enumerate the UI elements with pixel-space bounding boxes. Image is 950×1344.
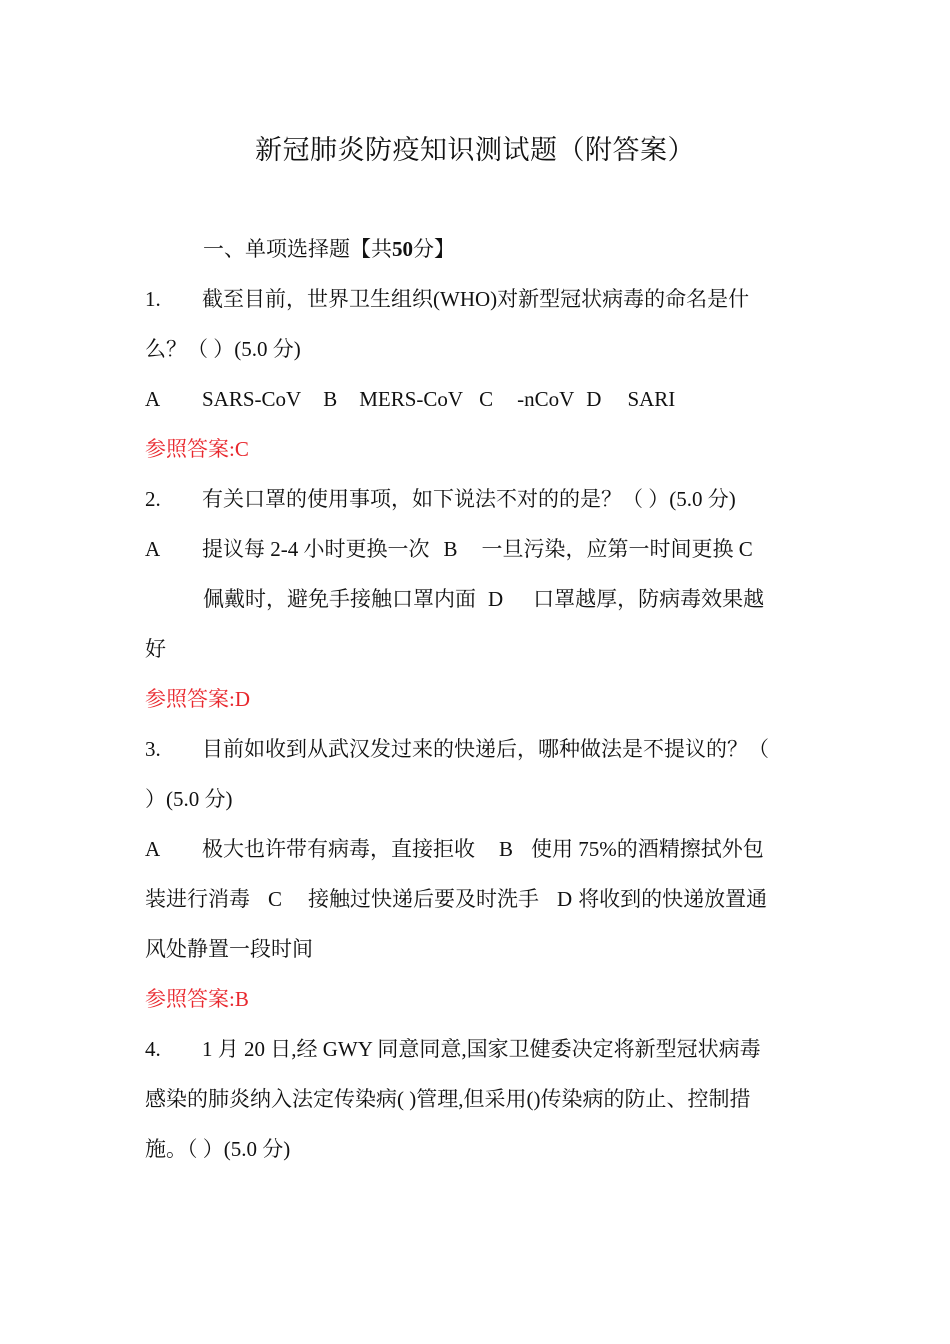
question-2-options-line-1 bbox=[145, 534, 753, 564]
question-2-options-line-3: 好 bbox=[145, 637, 166, 661]
section-heading-points: 50 bbox=[392, 237, 413, 261]
question-2-option-b-letter: B bbox=[443, 537, 458, 561]
question-1-option-d-text: SARI bbox=[627, 387, 676, 411]
question-2-answer: 参照答案:D bbox=[145, 687, 250, 711]
question-1-option-d-letter: D bbox=[586, 387, 602, 411]
document-title: 新冠肺炎防疫知识测试题（附答案） bbox=[255, 135, 695, 165]
question-2-option-b-text: 一旦污染，应第一时间更换 C bbox=[481, 537, 753, 561]
question-1-option-c-text: -nCoV bbox=[517, 387, 575, 411]
question-3-text-1: 目前如收到从武汉发过来的快递后，哪种做法是不提议的？（ bbox=[202, 737, 769, 761]
question-3-option-a-text: 极大也许带有病毒，直接拒收 bbox=[202, 837, 475, 861]
section-heading-prefix: 一、单项选择题【共 bbox=[203, 237, 392, 261]
question-4-line-1 bbox=[145, 1034, 761, 1064]
question-2-number: 2. bbox=[145, 487, 161, 511]
question-1-options bbox=[145, 384, 675, 414]
question-1-option-c-letter: C bbox=[479, 387, 494, 411]
question-4-line-3: 施。（ ）(5.0 分) bbox=[145, 1137, 291, 1161]
question-3-line-1 bbox=[145, 734, 769, 764]
question-1-option-a-text: SARS-CoV bbox=[202, 387, 302, 411]
question-1-text-1: 截至目前，世界卫生组织(WHO)对新型冠状病毒的命名是什 bbox=[202, 287, 750, 311]
question-2-option-a-text: 提议每 2-4 小时更换一次 bbox=[202, 537, 430, 561]
question-3-option-a-continued: 装进行消毒 bbox=[145, 887, 250, 911]
question-2-option-d-letter: D bbox=[488, 587, 504, 611]
question-4-number: 4. bbox=[145, 1037, 161, 1061]
question-1-number: 1. bbox=[145, 287, 161, 311]
question-2-option-a-letter: A bbox=[145, 537, 161, 561]
question-2-text-1: 有关口罩的使用事项，如下说法不对的的是？（ ）(5.0 分) bbox=[202, 487, 736, 511]
question-2-line-1 bbox=[145, 484, 736, 514]
question-3-option-c-text: 接触过快递后要及时洗手 bbox=[308, 887, 540, 911]
question-3-option-d-text: 将收到的快递放置通 bbox=[578, 887, 768, 911]
question-1-option-b-text: MERS-CoV bbox=[359, 387, 464, 411]
question-1-option-a-letter: A bbox=[145, 387, 161, 411]
question-3-option-b-text: 使用 75%的酒精擦拭外包 bbox=[531, 837, 764, 861]
question-2-option-c-text: 佩戴时，避免手接触口罩内面 bbox=[203, 587, 476, 611]
question-3-line-2: ）(5.0 分) bbox=[145, 787, 233, 811]
question-4-text-1: 1 月 20 日,经 GWY 同意同意,国家卫健委决定将新型冠状病毒 bbox=[202, 1037, 761, 1061]
question-3-option-a-letter: A bbox=[145, 837, 161, 861]
question-2-options-line-2 bbox=[203, 584, 764, 614]
question-3-answer: 参照答案:B bbox=[145, 987, 249, 1011]
question-3-option-c-letter: C bbox=[268, 887, 283, 911]
question-3-options-line-2 bbox=[145, 884, 767, 914]
question-2-option-d-text: 口罩越厚，防病毒效果越 bbox=[533, 587, 765, 611]
question-3-number: 3. bbox=[145, 737, 161, 761]
section-heading bbox=[203, 234, 455, 264]
question-3-option-d-letter: D bbox=[557, 887, 573, 911]
question-1-line-1 bbox=[145, 284, 749, 314]
question-3-option-b-letter: B bbox=[499, 837, 514, 861]
question-3-options-line-3: 风处静置一段时间 bbox=[145, 937, 313, 961]
question-1-option-b-letter: B bbox=[323, 387, 338, 411]
question-3-options-line-1 bbox=[145, 834, 764, 864]
section-heading-suffix: 分】 bbox=[413, 237, 455, 261]
question-4-line-2: 感染的肺炎纳入法定传染病( )管理,但采用()传染病的防止、控制措 bbox=[145, 1087, 751, 1111]
question-1-line-2: 么？（ ）(5.0 分) bbox=[145, 337, 301, 361]
question-1-answer: 参照答案:C bbox=[145, 437, 249, 461]
